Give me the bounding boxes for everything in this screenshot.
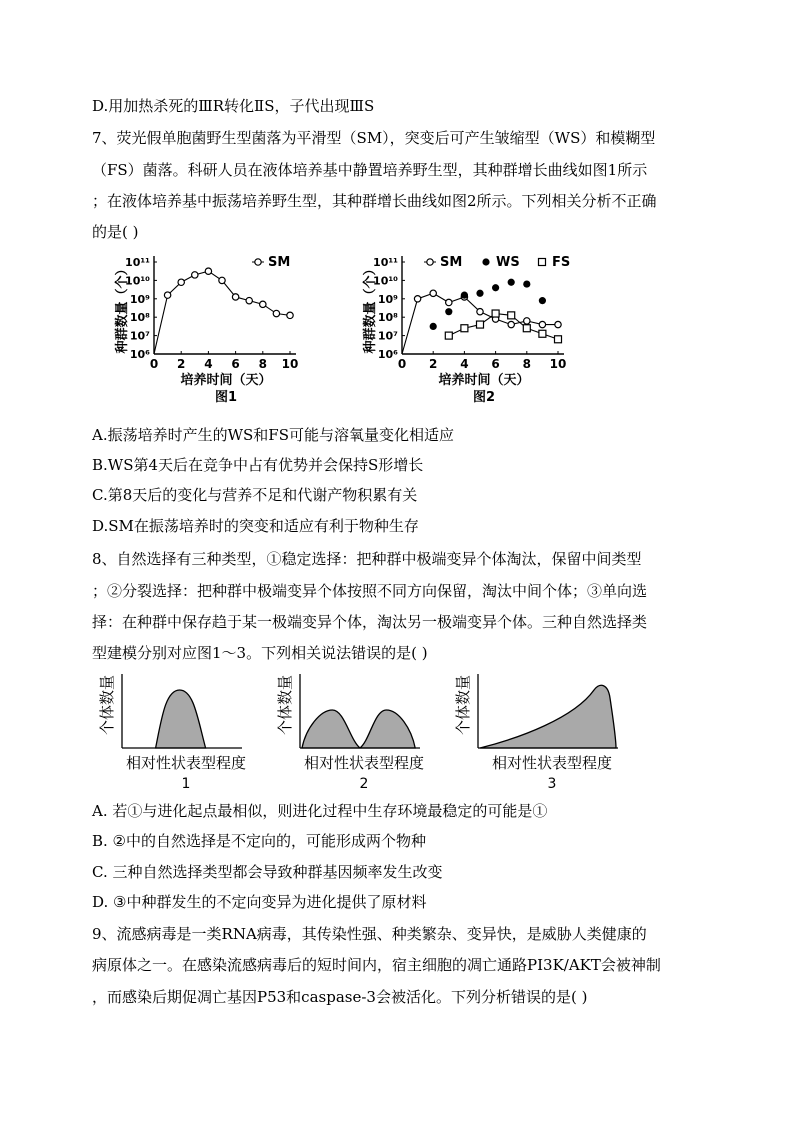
distribution-area <box>302 710 415 748</box>
question-8-line-2: ；②分裂选择：把种群中极端变异个体按照不同方向保留，淘汰中间个体；③单向选 <box>92 582 648 600</box>
y-tick-label: 10¹¹ <box>373 256 398 269</box>
data-point-sm <box>287 312 293 318</box>
legend-label: SM <box>268 255 291 270</box>
data-point-sm <box>477 308 483 314</box>
data-point-ws <box>523 280 530 287</box>
data-point-fs <box>555 336 562 343</box>
data-point-sm <box>508 321 514 327</box>
legend-label: WS <box>496 255 520 270</box>
x-tick-label: 2 <box>177 357 186 371</box>
legend-entry-sm <box>424 255 462 270</box>
legend-marker <box>482 258 489 265</box>
option-d-q7: D.SM在振荡培养时的突变和适应有利于物种生存 <box>92 517 419 535</box>
population-growth-figures <box>115 250 588 415</box>
option-a-q8: A. 若①与进化起点最相似，则进化过程中生存环境最稳定的可能是① <box>92 802 548 820</box>
figure-label: 2 <box>359 776 369 792</box>
selection-chart-3 <box>454 674 618 792</box>
data-point-ws <box>539 297 546 304</box>
legend-label: FS <box>552 255 571 270</box>
legend-entry-sm <box>252 255 290 270</box>
data-point-fs <box>445 332 452 339</box>
data-point-ws <box>508 279 515 286</box>
x-tick-label: 0 <box>397 357 407 371</box>
x-tick-label: 6 <box>231 357 240 371</box>
data-point-fs <box>461 325 468 332</box>
figure-label: 图1 <box>214 390 238 405</box>
data-point-sm <box>555 321 561 327</box>
question-8-line-1: 8、自然选择有三种类型，①稳定选择：把种群中极端变异个体淘汰，保留中间类型 <box>92 550 642 568</box>
option-b-q8: B. ②中的自然选择是不定向的，可能形成两个物种 <box>92 832 427 850</box>
x-axis-label: 相对性状表型程度 <box>303 754 425 772</box>
data-point-sm <box>414 296 420 302</box>
legend-entry-fs <box>539 255 571 270</box>
legend-marker <box>427 259 433 265</box>
x-axis-label: 相对性状表型程度 <box>491 754 613 772</box>
y-tick-label: 10⁷ <box>377 329 398 343</box>
option-a-q7: A.振荡培养时产生的WS和FS可能与溶氧量变化相适应 <box>92 426 454 444</box>
question-9-line-3: ，而感染后期促凋亡基因P53和caspase-3会被活化。下列分析错误的是( ) <box>92 988 588 1006</box>
data-point-fs <box>523 325 530 332</box>
x-axis-label: 培养时间（天） <box>180 373 272 388</box>
data-point-sm <box>164 292 170 298</box>
legend-marker <box>539 259 546 266</box>
data-point-ws <box>461 292 468 299</box>
x-tick-label: 6 <box>491 357 500 371</box>
y-tick-label: 10¹⁰ <box>373 274 398 288</box>
legend-label: SM <box>440 255 463 270</box>
data-point-sm <box>205 268 211 274</box>
option-d-q8: D. ③中种群发生的不定向变异为进化提供了原材料 <box>92 893 427 911</box>
option-c-q8: C. 三种自然选择类型都会导致种群基因频率发生改变 <box>92 863 443 881</box>
y-tick-label: 10⁸ <box>377 311 398 325</box>
data-point-sm <box>260 301 266 307</box>
data-point-fs <box>508 312 515 319</box>
y-tick-label: 10¹⁰ <box>125 274 150 288</box>
y-tick-label: 10⁶ <box>129 348 150 361</box>
x-tick-label: 4 <box>204 357 213 371</box>
legend-marker <box>255 259 261 265</box>
x-tick-label: 2 <box>429 357 438 371</box>
y-tick-label: 10⁸ <box>129 311 150 325</box>
growth-chart-1 <box>114 255 298 405</box>
question-7-line-3: ；在液体培养基中振荡培养野生型，其种群增长曲线如图2所示。下列相关分析不正确 <box>92 192 657 210</box>
y-tick-label: 10⁹ <box>129 292 150 306</box>
x-tick-label: 10 <box>549 357 567 371</box>
data-point-ws <box>476 290 483 297</box>
data-point-sm <box>232 294 238 300</box>
data-point-sm <box>219 277 225 283</box>
y-axis-label: 种群数量（个） <box>115 262 130 354</box>
y-tick-label: 10⁷ <box>129 329 150 343</box>
data-point-sm <box>524 318 530 324</box>
data-point-fs <box>539 330 546 337</box>
y-axis-label: 个体数量 <box>98 674 116 736</box>
question-9-line-2: 病原体之一。在感染流感病毒后的短时间内，宿主细胞的凋亡通路PI3K/AKT会被神制 <box>92 956 661 974</box>
data-point-sm <box>246 297 252 303</box>
selection-type-figures <box>92 670 622 798</box>
data-point-sm <box>446 299 452 305</box>
figure-label: 图2 <box>472 390 496 405</box>
legend-entry-ws <box>482 255 519 270</box>
y-axis-label: 种群数量（个） <box>363 262 378 354</box>
data-point-sm <box>430 290 436 296</box>
data-point-ws <box>492 284 499 291</box>
data-point-fs <box>477 321 484 328</box>
x-tick-label: 4 <box>460 357 469 371</box>
data-point-sm <box>178 279 184 285</box>
series-sm <box>154 268 293 354</box>
y-tick-label: 10⁹ <box>377 292 398 306</box>
x-tick-label: 8 <box>258 357 267 371</box>
question-8-line-4: 型建模分别对应图1～3。下列相关说法错误的是( ) <box>92 644 428 662</box>
y-axis-label: 个体数量 <box>454 674 472 736</box>
option-c-q7: C.第8天后的变化与营养不足和代谢产物积累有关 <box>92 486 418 504</box>
y-axis-label: 个体数量 <box>276 674 294 736</box>
question-7-line-2: （FS）菌落。科研人员在液体培养基中静置培养野生型，其种群增长曲线如图1所示 <box>92 161 648 179</box>
x-axis-label: 培养时间（天） <box>438 373 530 388</box>
figure-label: 1 <box>181 776 191 792</box>
option-d-q6: D.用加热杀死的ⅢR转化ⅡS，子代出现ⅢS <box>92 97 375 115</box>
distribution-area <box>156 690 206 748</box>
data-point-ws <box>430 323 437 330</box>
question-8-line-3: 择：在种群中保存趋于某一极端变异个体，淘汰另一极端变异个体。三种自然选择类 <box>92 613 648 631</box>
data-point-fs <box>492 310 499 317</box>
data-point-sm <box>539 321 545 327</box>
x-tick-label: 10 <box>281 357 299 371</box>
figure-label: 3 <box>547 776 557 792</box>
selection-chart-2 <box>276 674 424 792</box>
selection-chart-1 <box>98 674 246 792</box>
question-7-line-4: 的是( ) <box>92 223 139 241</box>
x-tick-label: 0 <box>149 357 159 371</box>
data-point-sm <box>273 310 279 316</box>
data-point-ws <box>445 308 452 315</box>
x-tick-label: 8 <box>522 357 531 371</box>
y-tick-label: 10⁶ <box>377 348 398 361</box>
distribution-area <box>480 685 616 748</box>
data-point-sm <box>192 272 198 278</box>
y-tick-label: 10¹¹ <box>125 256 150 269</box>
option-b-q7: B.WS第4天后在竞争中占有优势并会保持S形增长 <box>92 456 424 474</box>
x-axis-label: 相对性状表型程度 <box>125 754 247 772</box>
growth-chart-2 <box>362 255 570 405</box>
question-7-line-1: 7、荧光假单胞菌野生型菌落为平滑型（SM），突变后可产生皱缩型（WS）和模糊型 <box>92 129 656 147</box>
question-9-line-1: 9、流感病毒是一类RNA病毒，其传染性强、种类繁杂、变异快，是威胁人类健康的 <box>92 925 647 943</box>
